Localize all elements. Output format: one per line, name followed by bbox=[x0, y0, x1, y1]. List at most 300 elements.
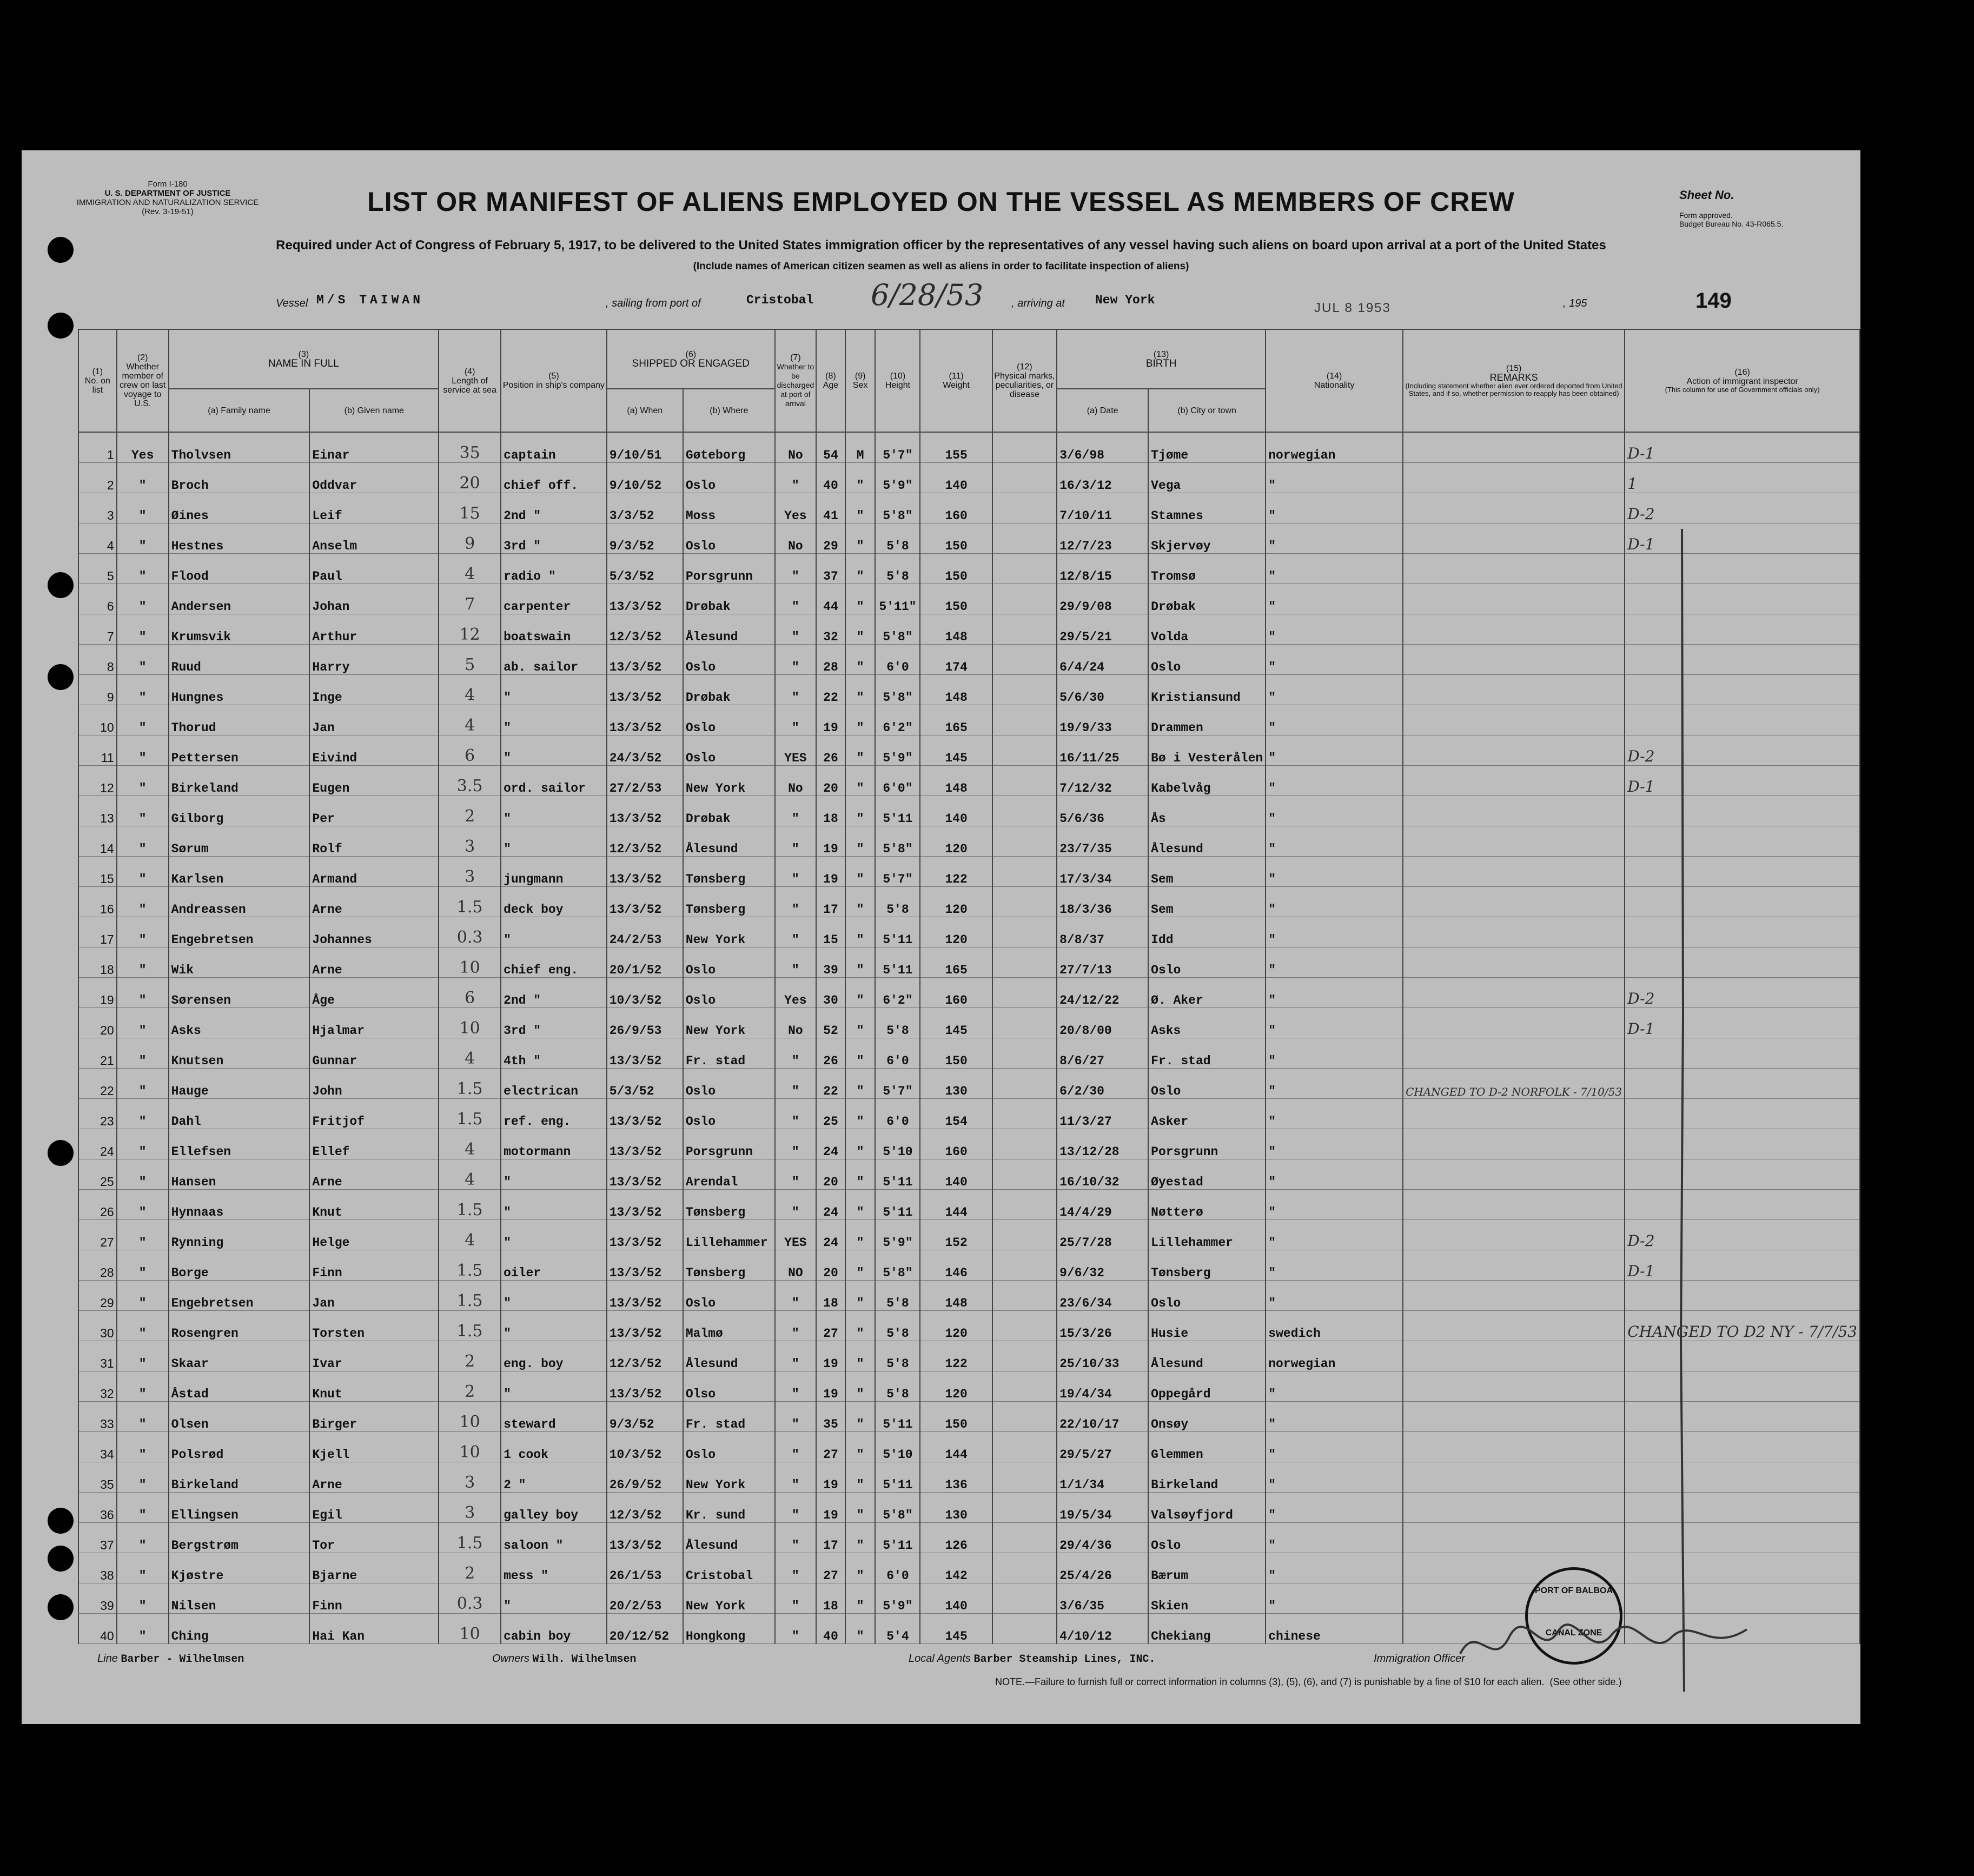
birth-date: 16/11/25 bbox=[1057, 735, 1148, 766]
col-label: Length of service at sea bbox=[443, 376, 496, 395]
nationality: chinese bbox=[1266, 1614, 1403, 1644]
inspector-action bbox=[1625, 1069, 1860, 1099]
shipped-date: 12/3/52 bbox=[607, 614, 683, 645]
birth-date: 25/4/26 bbox=[1057, 1553, 1148, 1583]
age: 22 bbox=[816, 675, 845, 705]
age: 25 bbox=[816, 1099, 845, 1129]
table-row bbox=[78, 1190, 1860, 1220]
inspector-action bbox=[1625, 614, 1860, 645]
nationality: swedich bbox=[1266, 1311, 1403, 1341]
nationality: " bbox=[1266, 887, 1403, 917]
given-name: Oddvar bbox=[309, 463, 439, 493]
table-row bbox=[78, 1523, 1860, 1553]
age: 20 bbox=[816, 1250, 845, 1281]
sex: " bbox=[845, 1311, 875, 1341]
shipped-date: 13/3/52 bbox=[607, 1523, 683, 1553]
birth-date: 16/10/32 bbox=[1057, 1159, 1148, 1190]
sex: " bbox=[845, 1553, 875, 1583]
service-years: 2 bbox=[439, 796, 501, 826]
crew-no: 14 bbox=[78, 826, 117, 857]
birth-date: 4/10/12 bbox=[1057, 1614, 1148, 1644]
service-years: 4 bbox=[439, 554, 501, 584]
remarks bbox=[1403, 614, 1625, 645]
shipped-date: 13/3/52 bbox=[607, 1190, 683, 1220]
prev-voyage: " bbox=[117, 1099, 169, 1129]
discharge: " bbox=[775, 1432, 816, 1462]
discharge: " bbox=[775, 1099, 816, 1129]
prev-voyage: " bbox=[117, 645, 169, 675]
position: chief eng. bbox=[501, 947, 607, 978]
shipped-date: 24/2/53 bbox=[607, 917, 683, 947]
prev-voyage: " bbox=[117, 1614, 169, 1644]
physical-marks bbox=[992, 1069, 1057, 1099]
position: " bbox=[501, 1281, 607, 1311]
prev-voyage: " bbox=[117, 584, 169, 614]
col-label: Nationality bbox=[1314, 381, 1355, 390]
given-name: Torsten bbox=[309, 1311, 439, 1341]
action-bracket-line bbox=[1666, 529, 1698, 1697]
given-name: Fritjof bbox=[309, 1099, 439, 1129]
weight: 120 bbox=[920, 1371, 992, 1402]
service-years: 7 bbox=[439, 584, 501, 614]
prev-voyage: " bbox=[117, 947, 169, 978]
prev-voyage: " bbox=[117, 1523, 169, 1553]
footer-line-label bbox=[97, 1653, 244, 1666]
discharge: " bbox=[775, 1583, 816, 1614]
inspector-action bbox=[1625, 917, 1860, 947]
weight: 144 bbox=[920, 1432, 992, 1462]
remarks bbox=[1403, 1099, 1625, 1129]
birth-place: Stamnes bbox=[1148, 493, 1266, 523]
shipped-date: 3/3/52 bbox=[607, 493, 683, 523]
seal-text-bottom: CANAL ZONE bbox=[1545, 1628, 1602, 1638]
position: steward bbox=[501, 1402, 607, 1432]
shipped-date: 10/3/52 bbox=[607, 978, 683, 1008]
discharge: " bbox=[775, 705, 816, 735]
prev-voyage: " bbox=[117, 1402, 169, 1432]
given-name: Tor bbox=[309, 1523, 439, 1553]
col-1-header bbox=[78, 329, 117, 432]
height: 5'11 bbox=[875, 1402, 920, 1432]
shipped-date: 20/1/52 bbox=[607, 947, 683, 978]
discharge: " bbox=[775, 1341, 816, 1371]
nationality: " bbox=[1266, 614, 1403, 645]
age: 18 bbox=[816, 796, 845, 826]
inspector-action bbox=[1625, 1432, 1860, 1462]
weight: 142 bbox=[920, 1553, 992, 1583]
height: 5'7" bbox=[875, 857, 920, 887]
given-name: Gunnar bbox=[309, 1038, 439, 1069]
sex: " bbox=[845, 1402, 875, 1432]
shipped-where: New York bbox=[683, 1583, 775, 1614]
service-years: 15 bbox=[439, 493, 501, 523]
birth-place: Porsgrunn bbox=[1148, 1129, 1266, 1159]
nationality: " bbox=[1266, 1462, 1403, 1493]
weight: 122 bbox=[920, 1341, 992, 1371]
col-4-header bbox=[439, 329, 501, 432]
service-years: 2 bbox=[439, 1371, 501, 1402]
col-note: (This column for use of Government officials only) bbox=[1665, 386, 1820, 394]
birth-place: Chekiang bbox=[1148, 1614, 1266, 1644]
age: 37 bbox=[816, 554, 845, 584]
service-years: 3 bbox=[439, 1462, 501, 1493]
shipped-where: Ålesund bbox=[683, 1341, 775, 1371]
nationality: " bbox=[1266, 1281, 1403, 1311]
service-years: 10 bbox=[439, 1614, 501, 1644]
shipped-date: 13/3/52 bbox=[607, 675, 683, 705]
birth-place: Kristiansund bbox=[1148, 675, 1266, 705]
crew-no: 24 bbox=[78, 1129, 117, 1159]
nationality: " bbox=[1266, 1008, 1403, 1038]
family-name: Ruud bbox=[169, 645, 310, 675]
discharge: " bbox=[775, 947, 816, 978]
sex: " bbox=[845, 857, 875, 887]
age: 44 bbox=[816, 584, 845, 614]
table-row bbox=[78, 826, 1860, 857]
crew-no: 9 bbox=[78, 675, 117, 705]
col-6b-header: (b) Where bbox=[683, 389, 775, 432]
service-years: 2 bbox=[439, 1553, 501, 1583]
position: deck boy bbox=[501, 887, 607, 917]
remarks bbox=[1403, 947, 1625, 978]
prev-voyage: " bbox=[117, 1553, 169, 1583]
birth-date: 6/4/24 bbox=[1057, 645, 1148, 675]
line-label: Line bbox=[97, 1653, 118, 1665]
family-name: Sørensen bbox=[169, 978, 310, 1008]
family-name: Dahl bbox=[169, 1099, 310, 1129]
shipped-where: Hongkong bbox=[683, 1614, 775, 1644]
table-row bbox=[78, 887, 1860, 917]
binder-hole bbox=[48, 1508, 74, 1534]
col-6-header bbox=[607, 329, 775, 389]
sex: " bbox=[845, 645, 875, 675]
prev-voyage: " bbox=[117, 1008, 169, 1038]
given-name: Jan bbox=[309, 1281, 439, 1311]
budget-bureau: Budget Bureau No. 43-R065.5. bbox=[1679, 220, 1784, 228]
col-14-header bbox=[1266, 329, 1403, 432]
family-name: Andersen bbox=[169, 584, 310, 614]
birth-date: 5/6/36 bbox=[1057, 796, 1148, 826]
service-years: 10 bbox=[439, 947, 501, 978]
inspector-action: D-1 bbox=[1625, 432, 1860, 463]
nationality: " bbox=[1266, 1553, 1403, 1583]
shipped-where: Oslo bbox=[683, 523, 775, 554]
col-label: Position in ship's company bbox=[502, 381, 605, 390]
crew-no: 39 bbox=[78, 1583, 117, 1614]
shipped-where: Tønsberg bbox=[683, 887, 775, 917]
given-name: Harry bbox=[309, 645, 439, 675]
prev-voyage: " bbox=[117, 614, 169, 645]
prev-voyage: " bbox=[117, 1250, 169, 1281]
service-years: 6 bbox=[439, 978, 501, 1008]
inspector-action bbox=[1625, 1553, 1860, 1583]
binder-hole bbox=[48, 664, 74, 690]
height: 6'2" bbox=[875, 978, 920, 1008]
shipped-where: Fr. stad bbox=[683, 1038, 775, 1069]
sex: " bbox=[845, 1432, 875, 1462]
table-row bbox=[78, 1038, 1860, 1069]
table-row bbox=[78, 1493, 1860, 1523]
remarks bbox=[1403, 796, 1625, 826]
family-name: Ellingsen bbox=[169, 1493, 310, 1523]
family-name: Karlsen bbox=[169, 857, 310, 887]
given-name: Birger bbox=[309, 1402, 439, 1432]
discharge: " bbox=[775, 857, 816, 887]
shipped-where: Malmø bbox=[683, 1311, 775, 1341]
birth-date: 13/12/28 bbox=[1057, 1129, 1148, 1159]
physical-marks bbox=[992, 463, 1057, 493]
weight: 140 bbox=[920, 463, 992, 493]
col-2-header bbox=[117, 329, 169, 432]
physical-marks bbox=[992, 1341, 1057, 1371]
table-row bbox=[78, 493, 1860, 523]
nationality: " bbox=[1266, 735, 1403, 766]
crew-no: 20 bbox=[78, 1008, 117, 1038]
shipped-date: 27/2/53 bbox=[607, 766, 683, 796]
position: " bbox=[501, 675, 607, 705]
prev-voyage: " bbox=[117, 1341, 169, 1371]
family-name: Rosengren bbox=[169, 1311, 310, 1341]
position: galley boy bbox=[501, 1493, 607, 1523]
nationality: " bbox=[1266, 857, 1403, 887]
birth-place: Ålesund bbox=[1148, 1341, 1266, 1371]
col-8-header bbox=[816, 329, 845, 432]
crew-no: 38 bbox=[78, 1553, 117, 1583]
service-years: 1.5 bbox=[439, 1523, 501, 1553]
discharge: No bbox=[775, 766, 816, 796]
discharge: " bbox=[775, 645, 816, 675]
remarks bbox=[1403, 826, 1625, 857]
discharge: Yes bbox=[775, 978, 816, 1008]
family-name: Birkeland bbox=[169, 1462, 310, 1493]
nationality: " bbox=[1266, 1493, 1403, 1523]
weight: 144 bbox=[920, 1190, 992, 1220]
birth-place: Vega bbox=[1148, 463, 1266, 493]
col-num: (11) bbox=[949, 372, 964, 381]
remarks bbox=[1403, 1250, 1625, 1281]
nationality: " bbox=[1266, 1432, 1403, 1462]
physical-marks bbox=[992, 1462, 1057, 1493]
nationality: " bbox=[1266, 645, 1403, 675]
position: eng. boy bbox=[501, 1341, 607, 1371]
sex: " bbox=[845, 917, 875, 947]
col-16-header bbox=[1625, 329, 1860, 432]
nationality: " bbox=[1266, 705, 1403, 735]
birth-place: Asker bbox=[1148, 1099, 1266, 1129]
remarks bbox=[1403, 1462, 1625, 1493]
prev-voyage: " bbox=[117, 917, 169, 947]
nationality: " bbox=[1266, 1159, 1403, 1190]
service-years: 3 bbox=[439, 826, 501, 857]
inspector-action bbox=[1625, 947, 1860, 978]
table-row bbox=[78, 554, 1860, 584]
height: 6'0 bbox=[875, 645, 920, 675]
remarks bbox=[1403, 1159, 1625, 1190]
weight: 148 bbox=[920, 1281, 992, 1311]
position: oiler bbox=[501, 1250, 607, 1281]
shipped-date: 10/3/52 bbox=[607, 1432, 683, 1462]
height: 5'7" bbox=[875, 432, 920, 463]
given-name: Knut bbox=[309, 1190, 439, 1220]
position: " bbox=[501, 1371, 607, 1402]
shipped-where: Ålesund bbox=[683, 826, 775, 857]
physical-marks bbox=[992, 1493, 1057, 1523]
weight: 148 bbox=[920, 675, 992, 705]
height: 5'9" bbox=[875, 1220, 920, 1250]
col-num: (3) bbox=[298, 350, 309, 359]
weight: 160 bbox=[920, 978, 992, 1008]
service-years: 5 bbox=[439, 645, 501, 675]
weight: 120 bbox=[920, 1311, 992, 1341]
footer-note bbox=[995, 1676, 1622, 1688]
port-from: Cristobal bbox=[746, 293, 814, 307]
table-row bbox=[78, 1069, 1860, 1099]
service-years: 1.5 bbox=[439, 887, 501, 917]
col-num: (8) bbox=[825, 372, 836, 381]
form-id: Form I-180 bbox=[148, 180, 188, 189]
weight: 140 bbox=[920, 796, 992, 826]
shipped-date: 13/3/52 bbox=[607, 857, 683, 887]
col-label: No. on list bbox=[84, 376, 110, 395]
shipped-date: 13/3/52 bbox=[607, 796, 683, 826]
family-name: Sørum bbox=[169, 826, 310, 857]
position: saloon " bbox=[501, 1523, 607, 1553]
given-name: Bjarne bbox=[309, 1553, 439, 1583]
col-3a-header: (a) Family name bbox=[169, 389, 310, 432]
prev-voyage: " bbox=[117, 1038, 169, 1069]
birth-place: Oppegård bbox=[1148, 1371, 1266, 1402]
col-num: (14) bbox=[1326, 372, 1342, 381]
birth-place: Sem bbox=[1148, 887, 1266, 917]
discharge: " bbox=[775, 1311, 816, 1341]
shipped-where: Oslo bbox=[683, 705, 775, 735]
position: " bbox=[501, 1583, 607, 1614]
physical-marks bbox=[992, 1038, 1057, 1069]
col-5-header bbox=[501, 329, 607, 432]
service-years: 10 bbox=[439, 1432, 501, 1462]
inspector-action bbox=[1625, 554, 1860, 584]
physical-marks bbox=[992, 614, 1057, 645]
age: 24 bbox=[816, 1190, 845, 1220]
birth-place: Øyestad bbox=[1148, 1159, 1266, 1190]
col-num: (9) bbox=[854, 372, 866, 381]
sex: " bbox=[845, 887, 875, 917]
discharge: NO bbox=[775, 1250, 816, 1281]
weight: 140 bbox=[920, 1159, 992, 1190]
inspector-action bbox=[1625, 1493, 1860, 1523]
weight: 120 bbox=[920, 917, 992, 947]
crew-no: 26 bbox=[78, 1190, 117, 1220]
age: 26 bbox=[816, 1038, 845, 1069]
family-name: Engebretsen bbox=[169, 917, 310, 947]
prev-voyage: " bbox=[117, 1220, 169, 1250]
shipped-date: 26/1/53 bbox=[607, 1553, 683, 1583]
footer-owners bbox=[492, 1653, 637, 1666]
remarks bbox=[1403, 917, 1625, 947]
service-years: 3 bbox=[439, 1493, 501, 1523]
shipped-date: 20/2/53 bbox=[607, 1583, 683, 1614]
given-name: Arne bbox=[309, 947, 439, 978]
age: 41 bbox=[816, 493, 845, 523]
nationality: norwegian bbox=[1266, 432, 1403, 463]
weight: 140 bbox=[920, 1583, 992, 1614]
crew-no: 35 bbox=[78, 1462, 117, 1493]
shipped-date: 13/3/52 bbox=[607, 1220, 683, 1250]
discharge: No bbox=[775, 432, 816, 463]
sex: " bbox=[845, 1038, 875, 1069]
shipped-date: 5/3/52 bbox=[607, 554, 683, 584]
remarks bbox=[1403, 857, 1625, 887]
crew-no: 25 bbox=[78, 1159, 117, 1190]
col-label: Action of immigrant inspector bbox=[1686, 377, 1798, 386]
discharge: " bbox=[775, 675, 816, 705]
sex: " bbox=[845, 1583, 875, 1614]
col-num: (12) bbox=[1017, 362, 1032, 372]
remarks bbox=[1403, 1371, 1625, 1402]
sheet-number-label: Sheet No. bbox=[1679, 188, 1734, 202]
service-years: 20 bbox=[439, 463, 501, 493]
given-name: John bbox=[309, 1069, 439, 1099]
crew-no: 32 bbox=[78, 1371, 117, 1402]
shipped-date: 13/3/52 bbox=[607, 1099, 683, 1129]
birth-place: Bø i Vesterålen bbox=[1148, 735, 1266, 766]
nationality: " bbox=[1266, 1129, 1403, 1159]
prev-voyage: " bbox=[117, 887, 169, 917]
given-name: Arne bbox=[309, 1462, 439, 1493]
crew-no: 7 bbox=[78, 614, 117, 645]
shipping-line: Barber - Wilhelmsen bbox=[121, 1653, 244, 1666]
table-row bbox=[78, 1008, 1860, 1038]
prev-voyage: " bbox=[117, 1371, 169, 1402]
given-name: Paul bbox=[309, 554, 439, 584]
inspector-action: D-2 bbox=[1625, 1220, 1860, 1250]
prev-voyage: " bbox=[117, 1493, 169, 1523]
col-label: Physical marks, peculiarities, or disease bbox=[994, 372, 1055, 399]
birth-date: 25/7/28 bbox=[1057, 1220, 1148, 1250]
table-row bbox=[78, 1281, 1860, 1311]
age: 18 bbox=[816, 1281, 845, 1311]
owners-label: Owners bbox=[492, 1653, 529, 1665]
nationality: " bbox=[1266, 675, 1403, 705]
shipped-where: Oslo bbox=[683, 463, 775, 493]
position: carpenter bbox=[501, 584, 607, 614]
prev-voyage: " bbox=[117, 826, 169, 857]
remarks bbox=[1403, 1220, 1625, 1250]
sex: " bbox=[845, 1220, 875, 1250]
shipped-where: Cristobal bbox=[683, 1553, 775, 1583]
table-row bbox=[78, 463, 1860, 493]
age: 22 bbox=[816, 1069, 845, 1099]
height: 5'8 bbox=[875, 1281, 920, 1311]
inspector-action: D-1 bbox=[1625, 766, 1860, 796]
family-name: Ellefsen bbox=[169, 1129, 310, 1159]
crew-no: 21 bbox=[78, 1038, 117, 1069]
age: 54 bbox=[816, 432, 845, 463]
birth-date: 19/5/34 bbox=[1057, 1493, 1148, 1523]
shipped-date: 13/3/52 bbox=[607, 1250, 683, 1281]
height: 5'11 bbox=[875, 1462, 920, 1493]
age: 26 bbox=[816, 735, 845, 766]
birth-place: Birkeland bbox=[1148, 1462, 1266, 1493]
physical-marks bbox=[992, 826, 1057, 857]
birth-date: 7/10/11 bbox=[1057, 493, 1148, 523]
family-name: Hestnes bbox=[169, 523, 310, 554]
family-name: Bergstrøm bbox=[169, 1523, 310, 1553]
col-3-header bbox=[169, 329, 439, 389]
position: " bbox=[501, 826, 607, 857]
inspector-action bbox=[1625, 1583, 1860, 1614]
crew-no: 28 bbox=[78, 1250, 117, 1281]
